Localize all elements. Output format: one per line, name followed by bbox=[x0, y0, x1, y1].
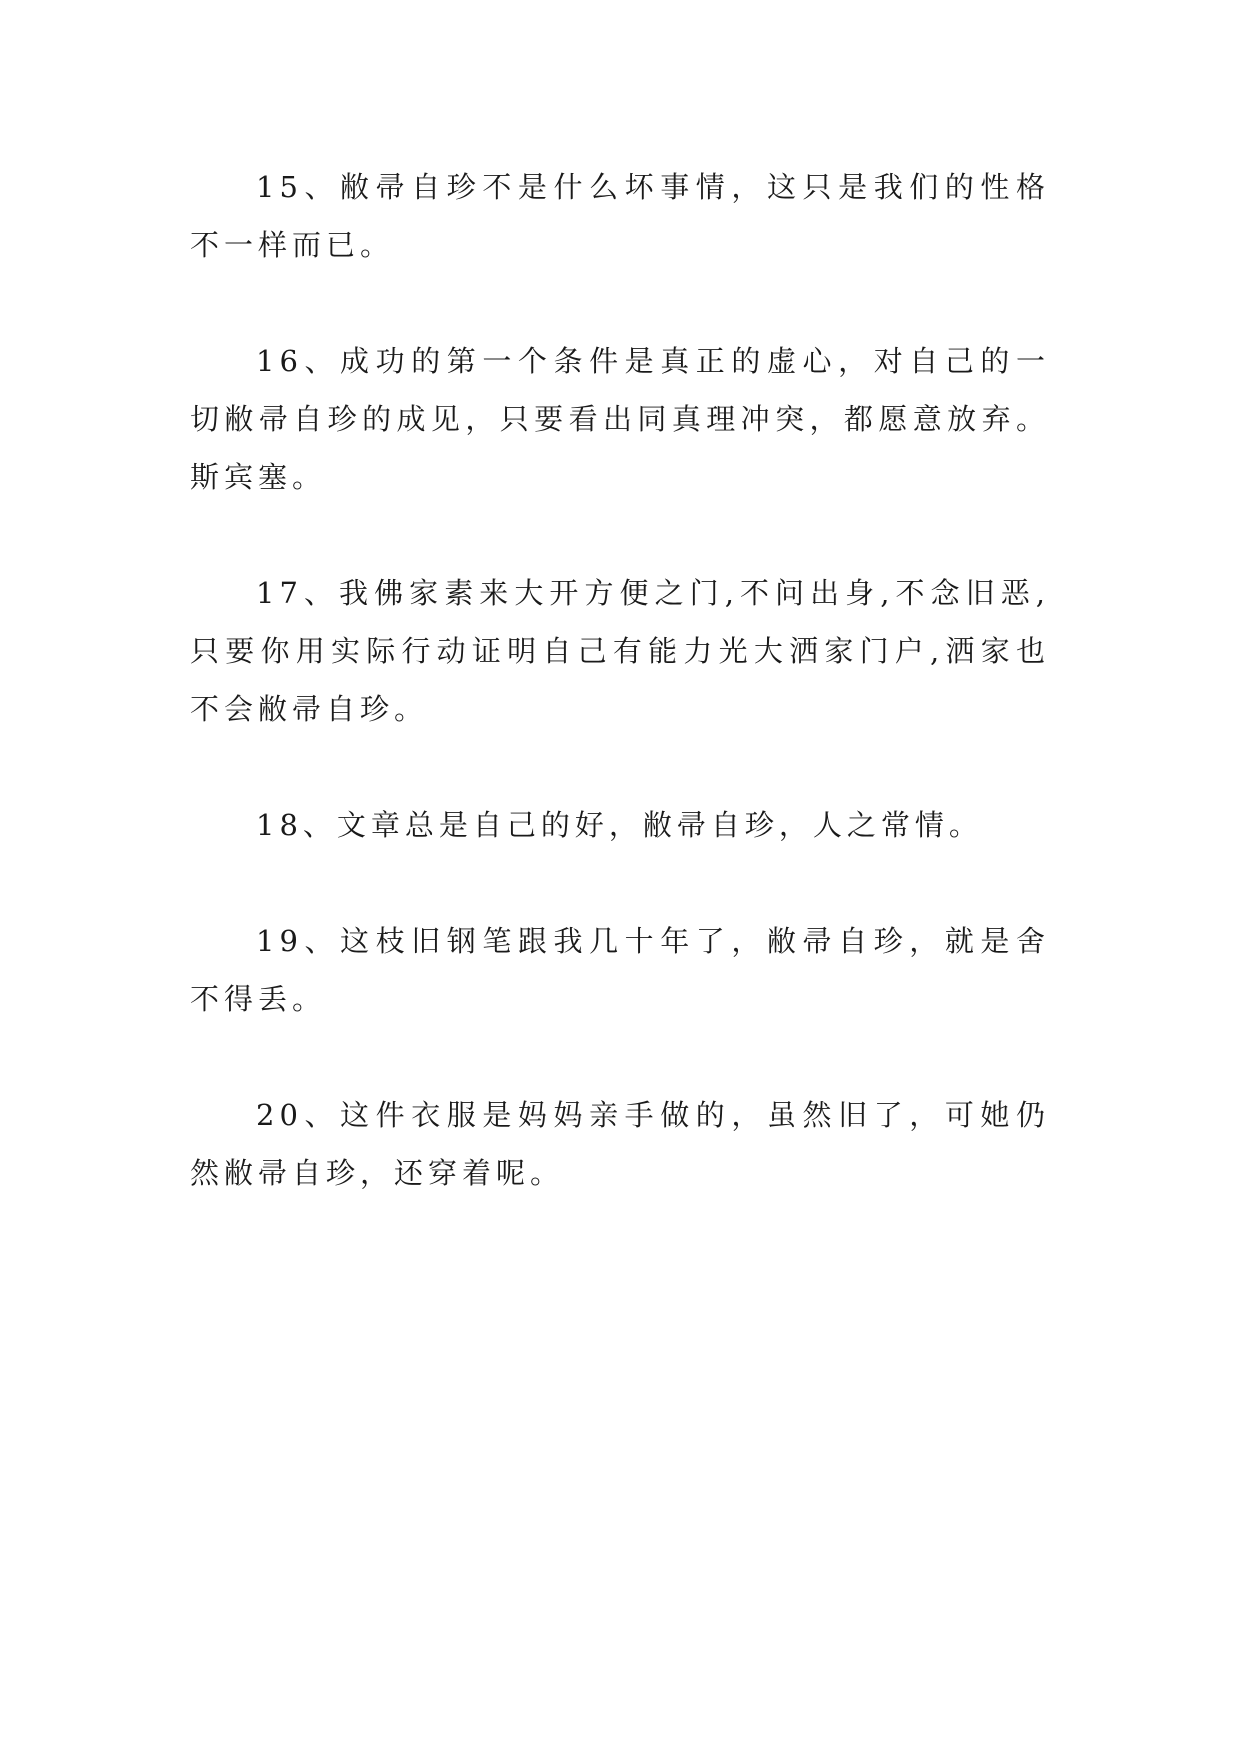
document-body bbox=[190, 158, 1050, 1260]
paragraph-15: 15、敝帚自珍不是什么坏事情，这只是我们的性格不一样而已。 bbox=[190, 170, 1050, 262]
paragraph-18: 18、文章总是自己的好，敝帚自珍，人之常情。 bbox=[256, 808, 983, 842]
paragraph-19: 19、这枝旧钢笔跟我几十年了，敝帚自珍，就是舍不得丢。 bbox=[190, 924, 1050, 1016]
paragraph-17: 17、我佛家素来大开方便之门,不问出身,不念旧恶,只要你用实际行动证明自己有能力光大洒家门户,洒家也不会敝帚自珍。 bbox=[190, 576, 1050, 726]
paragraph-16: 16、成功的第一个条件是真正的虚心，对自己的一切敝帚自珍的成见，只要看出同真理冲突，都愿意放弃。斯宾塞。 bbox=[190, 344, 1050, 494]
paragraph-20: 20、这件衣服是妈妈亲手做的，虽然旧了，可她仍然敝帚自珍，还穿着呢。 bbox=[190, 1098, 1050, 1190]
